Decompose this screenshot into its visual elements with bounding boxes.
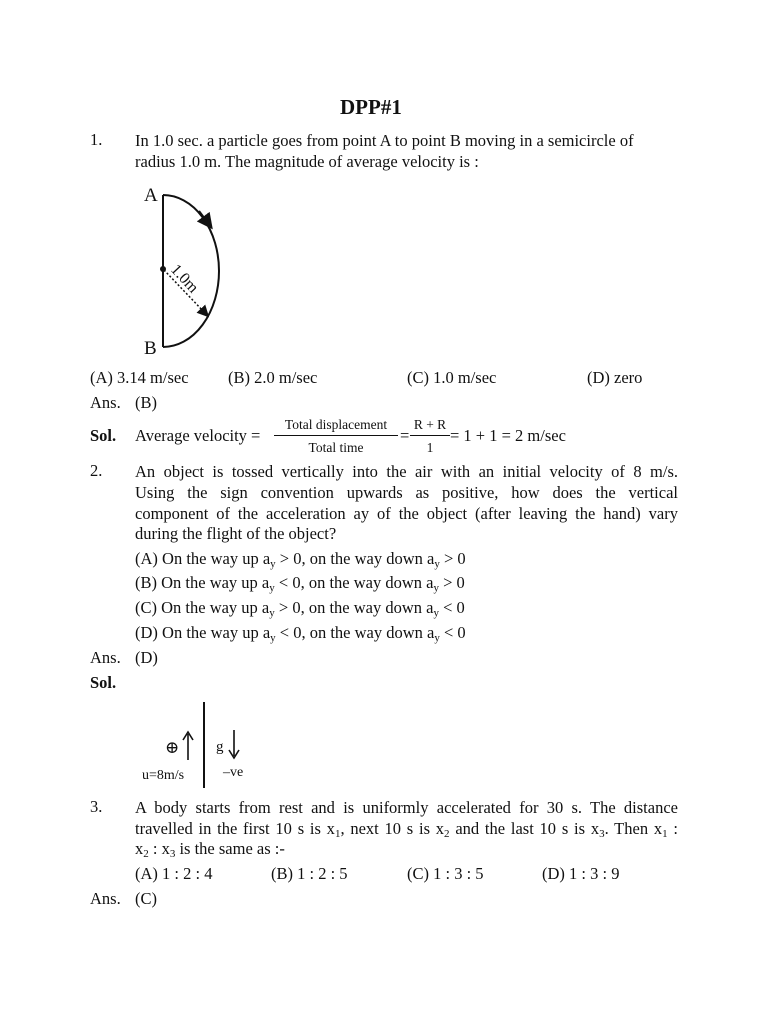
q2-ans-value: (D) bbox=[135, 648, 158, 667]
page-title: DPP#1 bbox=[340, 95, 402, 119]
q3-option-a: (A) 1 : 2 : 4 bbox=[135, 864, 213, 883]
q3-option-b: (B) 1 : 2 : 5 bbox=[271, 864, 348, 883]
q3-line-2: travelled in the first 10 s is $x_1$, next 10 s is $x_2$ and the last 10 s is $x_3$. Then $x_1$ : bbox=[135, 819, 678, 840]
q3-ans-value: (C) bbox=[135, 889, 157, 908]
q3-ans-label: Ans. bbox=[90, 889, 121, 908]
q1-line-2: radius 1.0 m. The magnitude of average velocity is : bbox=[135, 152, 479, 171]
q2-ans-label: Ans. bbox=[90, 648, 121, 667]
q3-option-c: (C) 1 : 3 : 5 bbox=[407, 864, 484, 883]
q1-semicircle-diagram bbox=[150, 185, 240, 360]
q3-text bbox=[135, 797, 678, 839]
q2-line-2: Using the sign convention upwards as positive, how does the vertical bbox=[135, 483, 678, 502]
q1-label-b: B bbox=[144, 338, 157, 359]
q3-line-3: $x_2$ : $x_3$ is the same as :- bbox=[135, 839, 285, 860]
q3-number: 3. bbox=[90, 797, 103, 816]
q1-option-d: (D) zero bbox=[587, 368, 643, 387]
q3-line-1: A body starts from rest and is uniformly accelerated for 30 s. The distance bbox=[135, 798, 678, 817]
q2-line-4: during the flight of the object? bbox=[135, 524, 337, 543]
q1-ans-label: Ans. bbox=[90, 393, 121, 412]
q1-sol-numerator-2: R + R bbox=[413, 417, 447, 432]
q2-gravity-label: g bbox=[216, 739, 224, 755]
q2-text bbox=[135, 461, 678, 524]
q1-sol-fraction-bar-2 bbox=[410, 435, 450, 436]
q1-radius-label: 1.0m bbox=[167, 261, 202, 297]
q1-option-a: (A) 3.14 m/sec bbox=[90, 368, 189, 387]
q1-sol-equals: = bbox=[400, 426, 410, 445]
q1-text bbox=[135, 130, 678, 172]
q1-option-c: (C) 1.0 m/sec bbox=[407, 368, 497, 387]
q1-sol-result: = 1 + 1 = 2 m/sec bbox=[450, 426, 566, 445]
q1-sol-label: Sol. bbox=[90, 426, 117, 445]
q1-sol-fraction-bar-1 bbox=[274, 435, 398, 436]
q1-sol-numerator-1: Total displacement bbox=[284, 417, 388, 432]
q2-option-b: (B) On the way up $a_y < 0$, on the way down $a_y > 0$ bbox=[135, 573, 465, 594]
q1-direction-arrow-icon bbox=[199, 211, 208, 223]
q2-motion-diagram bbox=[180, 700, 250, 795]
q1-ans-value: (B) bbox=[135, 393, 157, 412]
q1-sol-denominator-2: 1 bbox=[426, 440, 434, 455]
q1-option-b: (B) 2.0 m/sec bbox=[228, 368, 318, 387]
q2-option-a: (A) On the way up $a_y > 0$, on the way down $a_y > 0$ bbox=[135, 549, 466, 570]
q2-line-1: An object is tossed vertically into the air with an initial velocity of 8 m/s. bbox=[135, 462, 678, 481]
q3-option-d: (D) 1 : 3 : 9 bbox=[542, 864, 620, 883]
q1-sol-prefix: Average velocity = bbox=[135, 426, 261, 445]
q2-sol-label: Sol. bbox=[90, 673, 117, 692]
q2-line-3: component of the acceleration ay of the object (after leaving the hand) vary bbox=[135, 504, 678, 523]
q2-negative-label: –ve bbox=[223, 765, 244, 780]
q1-label-a: A bbox=[144, 185, 158, 206]
q2-positive-sign-icon: ⊕ bbox=[165, 738, 180, 757]
q2-option-d: (D) On the way up $a_y < 0$, on the way down $a_y < 0$ bbox=[135, 623, 466, 644]
q1-number: 1. bbox=[90, 130, 103, 149]
q2-initial-velocity-label: u=8m/s bbox=[142, 768, 185, 783]
q2-option-c: (C) On the way up $a_y > 0$, on the way down $a_y < 0$ bbox=[135, 598, 465, 619]
q1-line-1: In 1.0 sec. a particle goes from point A to point B moving in a semicircle of bbox=[135, 131, 634, 150]
q2-number: 2. bbox=[90, 461, 103, 480]
q1-sol-denominator-1: Total time bbox=[308, 440, 364, 455]
